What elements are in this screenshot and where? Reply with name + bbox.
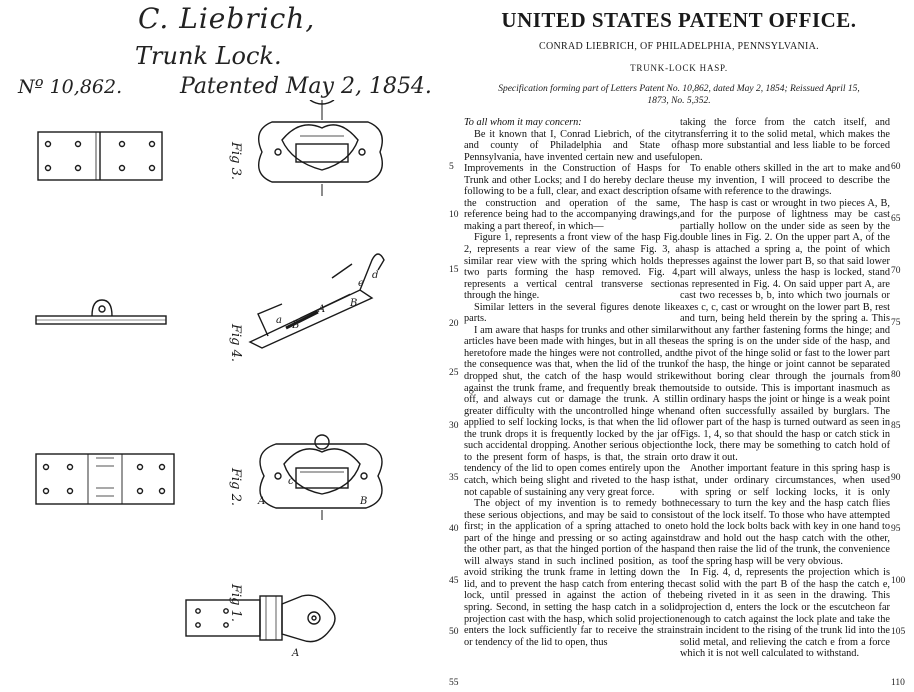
line-number: 100: [891, 576, 906, 586]
paragraph: Figure 1, represents a front view of the hasp Fig. 2, represents a rear view of the same Fig. 3, a similar rear view with the spring which holds the two parts forming the hasp removed. Fig. 4, represents a vertical central transverse section through the hinge.: [464, 232, 680, 302]
specification: [444, 0, 914, 692]
text-column-right: [680, 117, 890, 660]
line-number: 30: [449, 421, 459, 431]
fig-3-hasp-rear: [259, 100, 383, 196]
hinge-side-section: [36, 300, 166, 324]
paragraph: The object of my invention is to remedy both these serious objections, and may be said to consist first; in the application of a spring attached to one part of the hinge and pressing or so acting against the other part, as that the hinged portion of the hasp will always stand in such inclined position, as to avoid striking the trunk frame in letting down the lid, and to prevent the hasp catch from entering the lock, until pressed in against the action of the spring. Second, in setting the hasp catch in a solid projection cast with the hasp, which solid projection enters the lock sufficiently far to receive the strain or tendency of the lid to open, thus: [464, 498, 680, 648]
part-letter-b-lower: B: [350, 298, 358, 309]
invention-title: TRUNK-LOCK HASP.: [630, 63, 728, 73]
part-letter-e: e: [358, 278, 364, 289]
line-number: 10: [449, 210, 459, 220]
line-number: 15: [449, 265, 459, 275]
specification-line: [474, 83, 884, 107]
hinge-plate-top-view: [38, 132, 162, 180]
patent-drawings: [0, 100, 440, 692]
line-number: 60: [891, 162, 901, 172]
fig-4-section: [250, 254, 384, 348]
part-letter-b: B: [292, 320, 300, 331]
inventor-signature: C. Liebrich,: [138, 2, 316, 35]
drawing-title: Trunk Lock.: [135, 42, 282, 70]
line-number: 20: [449, 319, 459, 329]
salutation: To all whom it may concern:: [464, 117, 582, 128]
line-number: 35: [449, 473, 459, 483]
line-number: 25: [449, 368, 459, 378]
patented-date: Patented May 2, 1854.: [180, 74, 432, 99]
inventor-line: CONRAD LIEBRICH, OF PHILADELPHIA, PENNSYLVANIA.: [539, 41, 819, 52]
paragraph: Be it known that I, Conrad Liebrich, of the city and county of Philadelphia and State of Pennsylvania, have invented certain new and useful Improvements in the Construction of Hasps for Trunk and other Locks; and I do hereby declare the following to be a full, clear, and exact description of the construction and operation of the same, reference being had to the accompanying drawings, making a part thereof, in which—: [464, 128, 680, 232]
hinge-plate-rear-view: [36, 454, 174, 504]
line-number: 85: [891, 421, 901, 431]
line-number: 95: [891, 524, 901, 534]
specification-line-1: Specification forming part of Letters Patent No. 10,862, dated May 2, 1854; Reissued April 15,: [498, 84, 860, 94]
line-number: 40: [449, 524, 459, 534]
part-letter-a-fig2: A: [258, 496, 266, 507]
paragraph: Similar letters in the several figures denote like parts.: [464, 301, 680, 325]
fig-2-hasp-rear: [260, 435, 382, 520]
fig-1-hasp-front: [186, 595, 335, 641]
drawing-sheet: [0, 0, 440, 692]
part-letter-a: a: [276, 315, 282, 326]
fig-2-label: Fig 2.: [228, 468, 243, 507]
line-number: 105: [891, 627, 906, 637]
part-letter-d: d: [372, 270, 379, 281]
line-number: 70: [891, 266, 901, 276]
paragraph: In Fig. 4, d, represents the projection which is cast solid with the part B of the hasp the catch e, being riveted in it as seen in the drawing. This projection d, enters the lock or the escutcheon far enough to catch against the lock plate and take the strain incident to the rising of the trunk lid into the solid metal, and relieving the catch e from a force which it is not well calculated to withstand.: [680, 567, 890, 660]
line-number: 50: [449, 627, 459, 637]
line-number: 75: [891, 318, 901, 328]
line-number: 55: [449, 678, 459, 688]
specification-line-2: 1873, No. 5,352.: [647, 96, 711, 106]
line-number: 80: [891, 370, 901, 380]
fig-4-label: Fig 4.: [228, 324, 243, 363]
part-letter-c: c: [288, 476, 294, 487]
paragraph: Another important feature in this spring hasp is that, under ordinary circumstances, when used with spring or self locking locks, it is only necessary to turn the key and the hasp catch flies out of the lock itself. To those who have attempted to hold the lock bolts back with key in one hand to draw and hold out the hasp catch with the other, and then raise the lid of the trunk, the convenience of the spring hasp will be very obvious.: [680, 463, 890, 567]
line-number: 65: [891, 214, 901, 224]
paragraph: The hasp is cast or wrought in two pieces A, B, and for the purpose of lightness may be cast partially hollow on the under side as seen by the double lines in Fig. 2. On the upper part A, of the hasp is attached a spring a, the point of which presses against the lower part B, so that said lower part will always, unless the hasp is locked, stand as represented in Fig. 4. On said upper part A, are cast two recesses b, b, into which two journals or axes c, c, cast or wrought on the lower part B, rest and turn, being held therein by the spring a. This without any farther fastening forms the hinge; and as the spring is on the under side of the hasp, and the pivot of the hinge solid or fast to the lower part of the hasp, the hinge or joint cannot be separated without boring clear through the journals from outside to outside. This is important inasmuch as in ordinary hasps the joint or hinge is a weak point and often successfully assailed by burglars. The lower part of the hasp is turned outward as seen in Figs. 1, 4, so that should the hasp or catch stick in the lock, there may be something to catch hold of to draw it out.: [680, 197, 890, 463]
office-heading: UNITED STATES PATENT OFFICE.: [501, 8, 857, 32]
paragraph: I am aware that hasps for trunks and other similar articles have been made with hinges, but in all these heretofore made the hinges were not controlled, and the consequence was that, when the lid of the trunk dropped shut, the catch of the hasp would strike against the trunk frame, and frequently break them off, and always cut or damage the trunk. A still greater difficulty with the uncontrolled hinge when applied to self locking locks, is that when the lid of the trunk drops it is frequently locked by the jar of such accidental dropping. Another serious objection to the present form of hasps, is that, the strain or tendency of the lid to open comes entirely upon the catch, which being slight and riveted to the hasp is not capable of sustaining any very great force.: [464, 324, 680, 498]
fig-3-label: Fig 3.: [228, 142, 243, 181]
line-number: 90: [891, 473, 901, 483]
patent-number: Nº 10,862.: [18, 76, 123, 98]
fig-1-label: Fig 1.: [228, 584, 243, 623]
line-number: 5: [449, 162, 454, 172]
text-column-left: [464, 117, 680, 648]
paragraph: To enable others skilled in the art to make and use my invention, I will proceed to describe the same with reference to the drawings.: [680, 163, 890, 198]
part-letter-a-fig1: A: [292, 648, 300, 659]
line-number: 45: [449, 576, 459, 586]
part-letter-a-upper: A: [318, 304, 326, 315]
line-number: 110: [891, 678, 905, 688]
paragraph: taking the force from the catch itself, and transferring it to the solid metal, which makes the hasp more substantial and less liable to be forced open.: [680, 117, 890, 163]
part-letter-b-fig2: B: [360, 496, 368, 507]
